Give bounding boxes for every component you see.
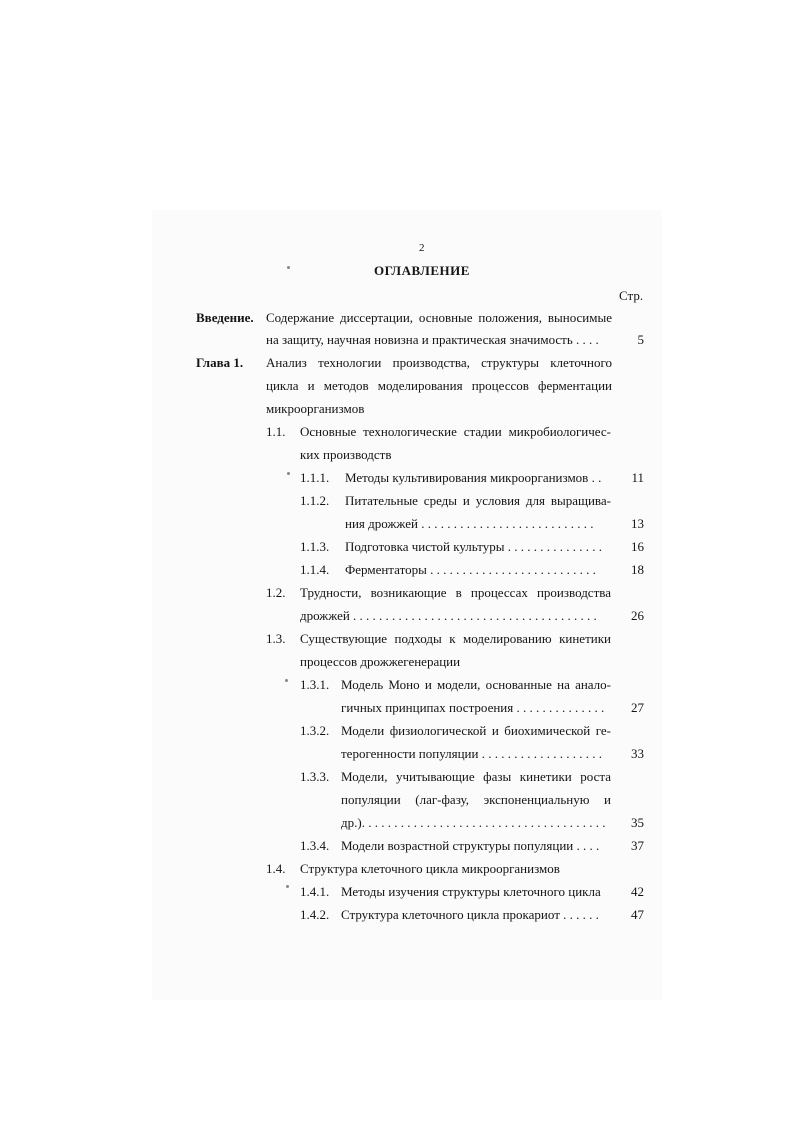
toc-1-1-1-text: Методы культивирования микроорганизмов . . — [345, 470, 602, 485]
toc-page-1-1-2: 13 — [631, 516, 644, 531]
toc-1-1-3-text: Подготовка чистой культуры . . . . . . . . . . . . . . . — [345, 539, 602, 554]
toc-1-3-1-line2: гичных принципах построения . . . . . . . . . . . . . . — [341, 700, 605, 715]
toc-intro-line1: Содержание диссертации, основные положения, выносимые — [266, 310, 612, 325]
toc-1-3-3-line1: Модели, учитывающие фазы кинетики роста — [341, 769, 611, 784]
toc-1-4-text: Структура клеточного цикла микроорганизмов — [300, 861, 560, 876]
toc-page-1-3-3: 35 — [631, 815, 644, 830]
toc-num-1-2: 1.2. — [266, 585, 286, 600]
toc-page-intro: 5 — [637, 332, 644, 347]
toc-num-1-1: 1.1. — [266, 424, 286, 439]
toc-1-1-2-line1: Питательные среды и условия для выращива- — [345, 493, 611, 508]
toc-1-1-2-line2: ния дрожжей . . . . . . . . . . . . . . . . . . . . . . . . . . . — [345, 516, 594, 531]
toc-1-3-3-line3: др.). . . . . . . . . . . . . . . . . . . . . . . . . . . . . . . . . . . . . . — [341, 815, 606, 830]
toc-chapter1-line2: цикла и методов моделирования процессов ферментации — [266, 378, 612, 393]
toc-1-3-4-text: Модели возрастной структуры популяции . . . . — [341, 838, 600, 853]
toc-1-2-line1: Трудности, возникающие в процессах производства — [300, 585, 611, 600]
toc-num-1-3: 1.3. — [266, 631, 286, 646]
toc-1-1-line2: ких производств — [300, 447, 392, 462]
toc-intro-line2: на защиту, научная новизна и практическая значимость . . . . — [266, 332, 599, 347]
toc-page-1-4-1: 42 — [631, 884, 644, 899]
toc-1-1-line1: Основные технологические стадии микробиологичес- — [300, 424, 611, 439]
toc-1-4-1-text: Методы изучения структуры клеточного цикла — [341, 884, 601, 899]
toc-num-1-1-1: 1.1.1. — [300, 470, 330, 485]
toc-page-1-3-4: 37 — [631, 838, 644, 853]
toc-chapter1-line3: микроорганизмов — [266, 401, 365, 416]
scan-speck — [286, 885, 289, 888]
toc-1-2-line2: дрожжей . . . . . . . . . . . . . . . . . . . . . . . . . . . . . . . . . . . . . . — [300, 608, 597, 623]
toc-1-3-3-line2: популяции (лаг-фазу, экспоненциальную и — [341, 792, 611, 807]
toc-1-3-line2: процессов дрожжегенерации — [300, 654, 461, 669]
toc-num-1-1-4: 1.1.4. — [300, 562, 330, 577]
toc-num-1-3-1: 1.3.1. — [300, 677, 330, 692]
toc-num-1-4-2: 1.4.2. — [300, 907, 330, 922]
toc-num-1-4: 1.4. — [266, 861, 286, 876]
toc-1-3-2-line2: терогенности популяции . . . . . . . . . . . . . . . . . . . — [341, 746, 602, 761]
toc-page-1-3-1: 27 — [631, 700, 644, 715]
toc-label-chapter1: Глава 1. — [196, 355, 244, 370]
toc-num-1-4-1: 1.4.1. — [300, 884, 330, 899]
toc-page-1-3-2: 33 — [631, 746, 644, 761]
toc-page-1-1-3: 16 — [631, 539, 644, 554]
toc-num-1-3-4: 1.3.4. — [300, 838, 330, 853]
toc-1-3-line1: Существующие подходы к моделированию кинетики — [300, 631, 611, 646]
toc-num-1-3-2: 1.3.2. — [300, 723, 330, 738]
toc-chapter1-line1: Анализ технологии производства, структуры клеточного — [266, 355, 612, 370]
toc-label-intro: Введение. — [196, 310, 254, 325]
scanned-page-area — [152, 210, 662, 1000]
scan-speck — [287, 472, 290, 475]
page-number: 2 — [419, 242, 425, 254]
page-column-label: Стр. — [619, 288, 644, 303]
scan-speck — [285, 679, 288, 682]
toc-1-3-2-line1: Модели физиологической и биохимической ге- — [341, 723, 611, 738]
toc-page-1-1-1: 11 — [631, 470, 644, 485]
toc-num-1-1-2: 1.1.2. — [300, 493, 330, 508]
toc-page-1-2: 26 — [631, 608, 644, 623]
toc-num-1-3-3: 1.3.3. — [300, 769, 330, 784]
toc-num-1-1-3: 1.1.3. — [300, 539, 330, 554]
toc-1-4-2-text: Структура клеточного цикла прокариот . . . . . . — [341, 907, 599, 922]
toc-1-1-4-text: Ферментаторы . . . . . . . . . . . . . . . . . . . . . . . . . . — [345, 562, 596, 577]
toc-page-1-4-2: 47 — [631, 907, 644, 922]
page-title: ОГЛАВЛЕНИЕ — [374, 263, 470, 278]
toc-page-1-1-4: 18 — [631, 562, 644, 577]
toc-1-3-1-line1: Модель Моно и модели, основанные на анало- — [341, 677, 611, 692]
scan-speck — [287, 266, 290, 269]
